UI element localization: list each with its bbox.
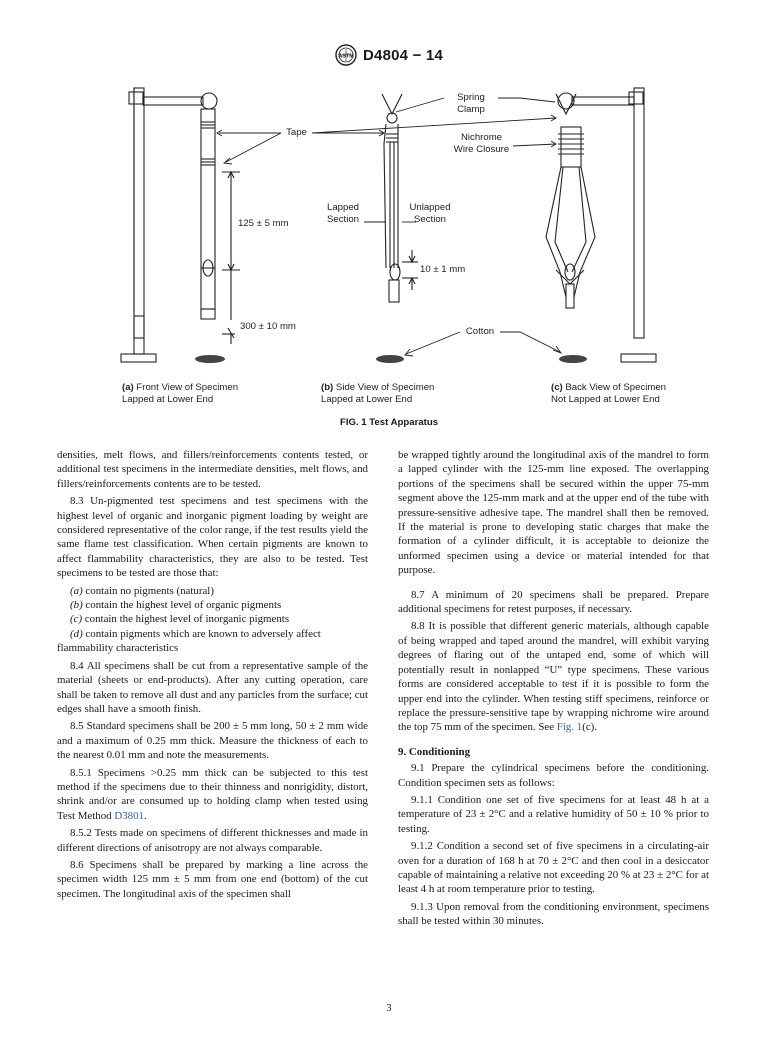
stand-top-cap-left	[129, 92, 143, 104]
figure-title: FIG. 1 Test Apparatus	[339, 417, 439, 428]
stand-base-right	[621, 354, 656, 362]
label-cotton: Cotton	[465, 326, 495, 337]
paragraph-9-1-2: 9.1.2 Condition a second set of five specimens in a circulating-air oven for a duration of 168 h at 70 ± 2°C and then cool in a desiccator capable of maintaining a relative not exceeding 20 % at 23 ± 2°C for at least 4 h at room temperature prior to testing.	[398, 840, 709, 896]
paragraph-8-5: 8.5 Standard specimens shall be 200 ± 5 mm long, 50 ± 2 mm wide and a maximum of 0.25 mm thick. Measure the thickness of each to the nearest 0.01 mm and note the measurements.	[57, 720, 368, 762]
label-dimension-125: 125 ± 5 mm	[238, 218, 289, 229]
label-dimension-300: 300 ± 10 mm	[240, 321, 296, 332]
clamp-arm-left	[143, 97, 203, 105]
stand-base-left	[121, 354, 156, 362]
caption-a: (a) Front View of Specimen Lapped at Lower End	[122, 382, 239, 405]
clamp-arm-right	[572, 97, 634, 105]
label-unlapped-section: Unlapped Section	[409, 202, 451, 225]
paragraph-8-6: 8.6 Specimens shall be prepared by marking a line across the specimen width 125 mm ± 5 mm from one end (bottom) of the cut specimen. The longitudinal axis of the specimen shall	[57, 858, 368, 900]
paragraph-8-5-1: 8.5.1 Specimens >0.25 mm thick can be subjected to this test method if the specimens due to their thinness and nonrigidity, distort, shrink and/or are consumed up to holding clamp when tested using Test Method D3801.	[57, 766, 368, 822]
page-number: 3	[386, 1003, 392, 1014]
left-column	[57, 448, 368, 904]
link-d3801[interactable]: D3801	[114, 809, 144, 822]
document-designation: D4804 − 14	[363, 46, 443, 64]
figure-1	[0, 72, 778, 432]
page-header	[0, 42, 778, 68]
astm-logo-icon	[335, 44, 357, 66]
paragraph-9-1-3: 9.1.3 Upon removal from the conditioning environment, specimens shall be tested within 30 minutes.	[398, 900, 709, 928]
stand-post-left	[134, 88, 144, 338]
paragraph-8-7: 8.7 A minimum of 20 specimens shall be prepared. Prepare additional specimens for retest purposes, if necessary.	[398, 588, 709, 616]
paragraph-8-8: 8.8 It is possible that different generic materials, although capable of being wrapped and taped around the mandrel, will exhibit varying degrees of flaring out of the untaped end, some of which will potentially result in nonlapped “U” type specimens. These various forms are considered acceptable to test if it is possible to form the upper end into the cylinder. When testing stiff specimens, reinforce or replace the pressure-sensitive tape by wrapping nichrome wire around the top 75 mm of the specimen. See Fig. 1(c).	[398, 620, 709, 734]
list-item-a: (a) contain no pigments (natural)	[70, 584, 214, 597]
link-fig-1[interactable]: Fig. 1	[556, 721, 583, 734]
paragraph-8-5-2: 8.5.2 Tests made on specimens of different thicknesses and made in different directions of anisotropy are not always comparable.	[57, 827, 368, 854]
paragraph-8-3: 8.3 Un-pigmented test specimens and test specimens with the highest level of organic and inorganic pigment loading by weight are considered representative of the color range, if the test results yield the same flame test classification. When certain pigments are known to affect flammability characteristics, they are also to be tested. Test specimens to be tested are those that:	[57, 495, 368, 580]
list-item-c: (c) contain the highest level of inorganic pigments	[70, 613, 290, 626]
paragraph-9-1: 9.1 Prepare the cylindrical specimens before the conditioning. Condition specimen sets as follows:	[398, 762, 709, 789]
paragraph-continued: densities, melt flows, and fillers/reinforcements contents tested, or additional test specimens in the intermediate densities, melt flows, and fillers/reinforcements contents are to be tested.	[57, 449, 368, 490]
specimen-front	[201, 109, 215, 309]
svg-text:ASTM: ASTM	[338, 53, 354, 60]
list-item-d: (d) contain pigments which are known to adversely affect	[70, 627, 321, 640]
cotton-samples	[195, 355, 587, 363]
list-item-d-continued: flammability characteristics	[57, 642, 179, 655]
caption-c: (c) Back View of Specimen Not Lapped at Lower End	[551, 382, 667, 405]
label-tape: Tape	[286, 127, 307, 138]
paragraph-8-4: 8.4 All specimens shall be cut from a representative sample of the material (sheets or end-products). After any cutting operation, care shall be taken to remove all dust and any particles from the surface; cut edges shall have a smooth finish.	[57, 659, 368, 715]
right-column	[398, 448, 709, 932]
list-item-b: (b) contain the highest level of organic pigments	[70, 599, 282, 612]
caption-b: (b) Side View of Specimen Lapped at Lower End	[321, 382, 435, 405]
stand-post-right	[634, 88, 644, 338]
section-heading-conditioning: 9. Conditioning	[398, 745, 471, 758]
label-lapped-section: Lapped Section	[326, 202, 359, 225]
label-dimension-10: 10 ± 1 mm	[420, 264, 466, 275]
label-nichrome-wire-closure: Nichrome Wire Closure	[453, 132, 510, 155]
stand-top-cap-right	[629, 92, 643, 104]
paragraph-9-1-1: 9.1.1 Condition one set of five specimens for at least 48 h at a temperature of 23 ± 2°C and a relative humidity of 50 ± 10 % prior to testing.	[398, 793, 709, 835]
label-spring-clamp: Spring Clamp	[457, 92, 485, 115]
paragraph-8-6-continued: be wrapped tightly around the longitudinal axis of the mandrel to form a lapped cylinder with the 125-mm line exposed. The overlapping portions of the specimens shall be secured within the upper 75-mm segment above the 125-mm mark and at the upper end of the tube with pressure-sensitive adhesive tape. The mandrel shall then be removed. If the material is prone to developing static charges that make the formation of a cylinder difficult, it is acceptable to deionize the unformed specimen using a device or material intended for that purpose.	[398, 449, 709, 577]
test-apparatus-drawing	[0, 72, 778, 412]
